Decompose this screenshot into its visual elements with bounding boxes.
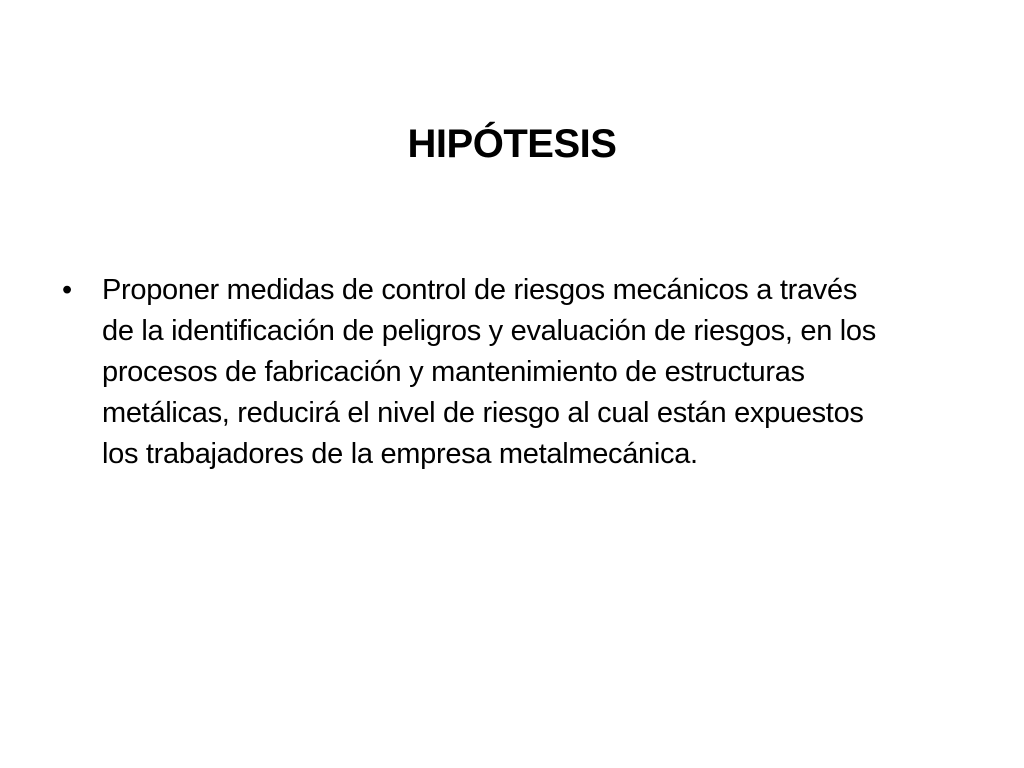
bullet-text-line-3: procesos de fabricación y mantenimiento de estructuras bbox=[102, 356, 805, 388]
bullet-marker: • bbox=[62, 274, 72, 306]
bullet-text-line-1: Proponer medidas de control de riesgos mecánicos a través bbox=[102, 274, 858, 306]
bullet-text-line-4: metálicas, reducirá el nivel de riesgo al cual están expuestos bbox=[102, 397, 864, 429]
bullet-item bbox=[62, 270, 962, 475]
bullet-text-line-2: de la identificación de peligros y evaluación de riesgos, en los bbox=[102, 315, 876, 347]
bullet-list bbox=[62, 270, 962, 475]
slide-title: HIPÓTESIS bbox=[407, 122, 617, 166]
bullet-text-line-5: los trabajadores de la empresa metalmecánica. bbox=[102, 438, 698, 470]
